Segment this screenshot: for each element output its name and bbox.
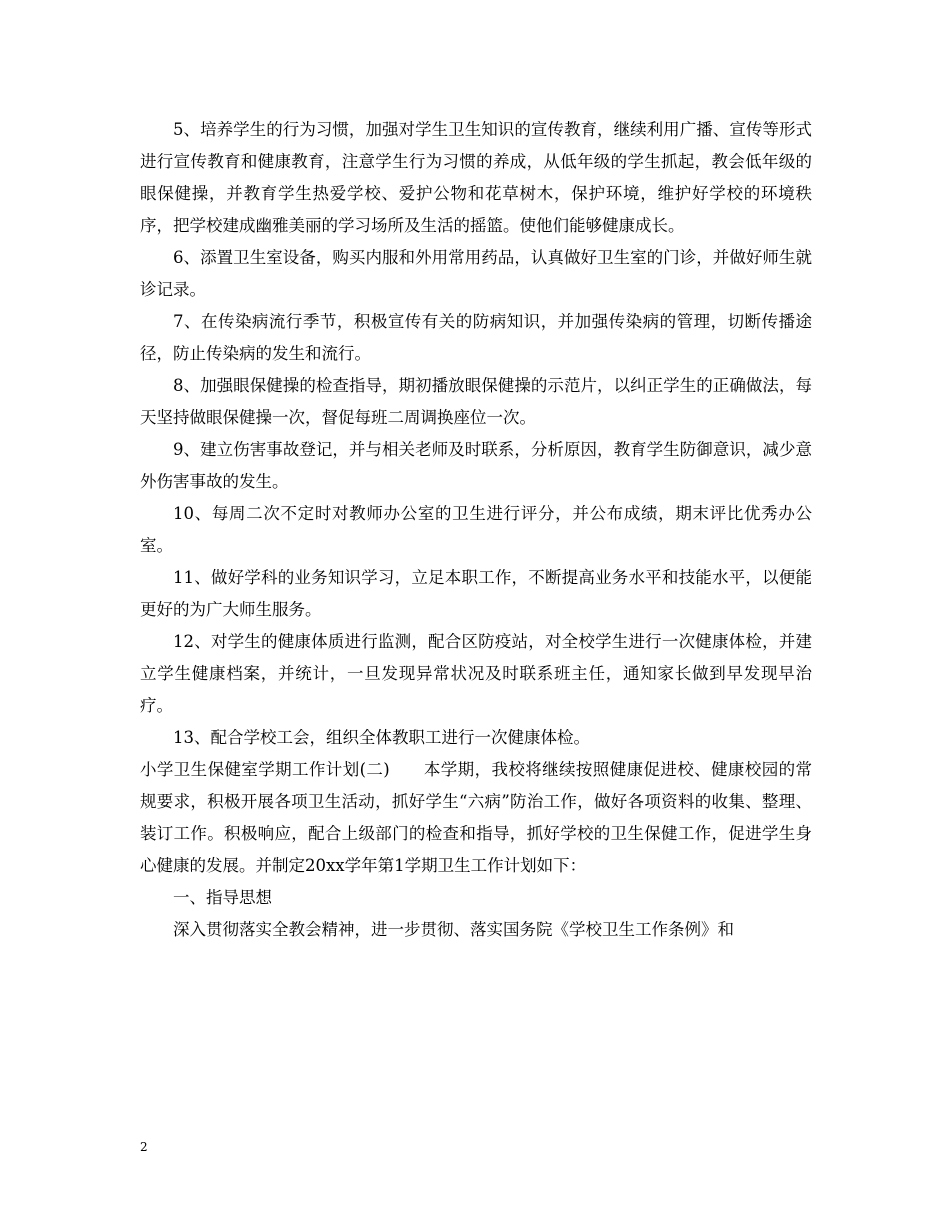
paragraph-item-9: 9、建立伤害事故登记，并与相关老师及时联系，分析原因，教育学生防御意识，减少意外伤害事故的发生。 bbox=[140, 440, 812, 491]
page-number: 2 bbox=[140, 1140, 148, 1154]
paragraph-item-10: 10、每周二次不定时对教师办公室的卫生进行评分，并公布成绩，期末评比优秀办公室。 bbox=[140, 504, 812, 555]
paragraph-item-13: 13、配合学校工会，组织全体教职工进行一次健康体检。 bbox=[173, 728, 590, 747]
section-heading-guiding-ideology: 一、指导思想 bbox=[173, 888, 272, 907]
paragraph-item-8: 8、加强眼保健操的检查指导，期初播放眼保健操的示范片，以纠正学生的正确做法，每天坚持做眼保健操一次，督促每班二周调换座位一次。 bbox=[140, 376, 812, 427]
paragraph-item-5: 5、培养学生的行为习惯，加强对学生卫生知识的宣传教育，继续利用广播、宣传等形式进行宣传教育和健康教育，注意学生行为习惯的养成，从低年级的学生抓起，教会低年级的眼保健操，并教育学生热爱学校、爱护公物和花草树木，保护环境，维护好学校的环境秩序，把学校建成幽雅美丽的学习场所及生活的摇篮。使他们能够健康成长。 bbox=[140, 120, 812, 235]
paragraph-guiding-ideology: 深入贯彻落实全教会精神，进一步贯彻、落实国务院《学校卫生工作条例》和 bbox=[173, 920, 734, 939]
paragraph-item-7: 7、在传染病流行季节，积极宣传有关的防病知识，并加强传染病的管理，切断传播途径，防止传染病的发生和流行。 bbox=[140, 312, 812, 363]
paragraph-item-6: 6、添置卫生室设备，购买内服和外用常用药品，认真做好卫生室的门诊，并做好师生就诊记录。 bbox=[140, 248, 812, 299]
document-body bbox=[140, 114, 812, 946]
section-intro-paragraph: 小学卫生保健室学期工作计划(二) 本学期，我校将继续按照健康促进校、健康校园的常规要求，积极开展各项卫生活动，抓好学生“六病”防治工作，做好各项资料的收集、整理、装订工作。积极响应，配合上级部门的检查和指导，抓好学校的卫生保健工作，促进学生身心健康的发展。并制定20xx学年第1学期卫生工作计划如下： bbox=[140, 760, 812, 875]
paragraph-item-11: 11、做好学科的业务知识学习，立足本职工作，不断提高业务水平和技能水平，以便能更好的为广大师生服务。 bbox=[140, 568, 812, 619]
paragraph-item-12: 12、对学生的健康体质进行监测，配合区防疫站，对全校学生进行一次健康体检，并建立学生健康档案，并统计，一旦发现异常状况及时联系班主任，通知家长做到早发现早治疗。 bbox=[140, 632, 812, 715]
